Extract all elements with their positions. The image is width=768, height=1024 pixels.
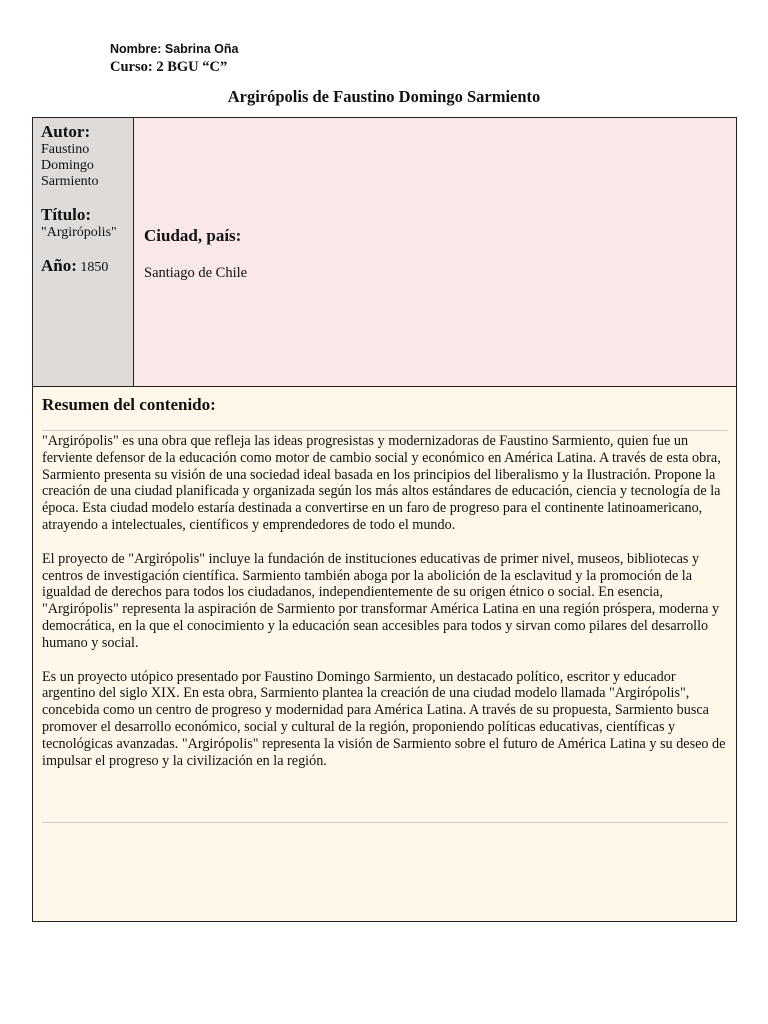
summary-divider-top [42,430,728,431]
year-row [41,258,125,276]
summary-paragraph-3: Es un proyecto utópico presentado por Faustino Domingo Sarmiento, un destacado político, escritor y educador argentino del siglo XIX. En esta obra, Sarmiento plantea la creación de una ciudad modelo llamada "Argirópolis", concebida como un centro de progreso y modernidad para América Latina. A través de su propuesta, Sarmiento busca promover el desarrollo económico, social y cultural de la región, proponiendo políticas educativas, científicas y tecnológicas avanzadas. "Argirópolis" representa la visión de Sarmiento sobre el futuro de América Latina y su deseo de impulsar el progreso y la civilización en la región. [42,668,726,769]
document-title: Argirópolis de Faustino Domingo Sarmiento [227,87,541,106]
location-column [134,118,736,386]
title-label: Título: [41,205,92,224]
title-value: "Argirópolis" [41,225,117,240]
summary-paragraph-1: "Argirópolis" es una obra que refleja las ideas progresistas y modernizadoras de Faustino Sarmiento, quien fue un ferviente defensor de la educación como motor de cambio social y económico en América Latina. A través de esta obra, Sarmiento presenta su visión de una sociedad ideal basada en los principios del liberalismo y la Ilustración. Propone la creación de una ciudad planificada y organizada según los más altos estándares de educación, ciencia y tecnología de la época. Esta ciudad modelo estaría destinada a convertirse en un faro de progreso para el continente latinoamericano, atrayendo a intelectuales, científicos y emprendedores de todo el mundo. [42,433,721,533]
year-label: Año: [41,256,77,275]
city-country-label: Ciudad, país: [144,226,242,245]
book-metadata-column [33,118,134,386]
year-value: 1850 [80,260,109,275]
student-name: Nombre: Sabrina Oña [110,42,239,56]
city-country-value: Santiago de Chile [144,265,248,281]
summary-heading: Resumen del contenido: [42,395,216,414]
student-course: Curso: 2 BGU “C” [110,59,228,75]
summary-divider-bottom [42,822,728,823]
summary-paragraph-2: El proyecto de "Argirópolis" incluye la fundación de instituciones educativas de primer nivel, museos, bibliotecas y centros de investigación científica. Sarmiento también aboga por la abolición de la esclavitud y la promoción de la igualdad de derechos para todos los ciudadanos, independientemente de su origen étnico o social. En esencia, "Argirópolis" representa la aspiración de Sarmiento por transformar América Latina en una región próspera, moderna y democrática, en la que el conocimiento y la educación sean accesibles para todos y sirvan como pilares del desarrollo humano y social. [42,550,720,651]
summary-box [32,386,737,922]
summary-body [42,433,728,786]
author-label: Autor: [41,122,91,141]
author-value: Faustino Domingo Sarmiento [41,142,99,189]
book-info-box [32,117,737,386]
